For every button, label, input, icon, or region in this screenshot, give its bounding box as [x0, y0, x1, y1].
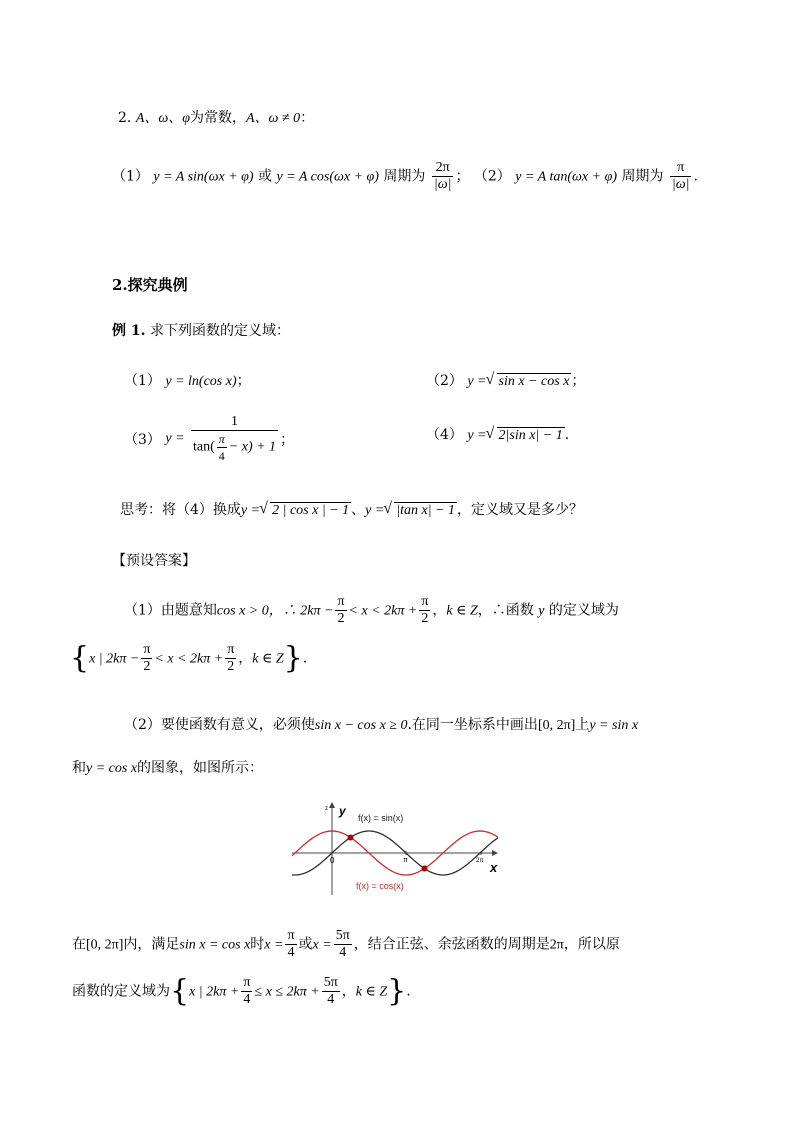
answer-2-line-2: [72, 757, 263, 777]
denominator: 2: [421, 611, 429, 626]
a3-x2: x =: [312, 937, 332, 953]
think-text-a: 思考：将（4）换成: [120, 502, 241, 518]
item-label: （1）: [124, 373, 161, 389]
a2-sin: y = sin x: [589, 718, 639, 733]
a2-text-b: .在同一坐标系中画出: [407, 717, 538, 733]
denominator: 4: [287, 945, 295, 960]
section-heading: 2.探究典例: [112, 276, 188, 294]
z-label: z: [325, 806, 328, 812]
pi-over-2-b: [419, 594, 430, 627]
part-1-label: （1）: [112, 168, 149, 185]
a1-text-b: ，∴ 2kπ −: [268, 603, 334, 619]
answer-2-line-1: [124, 714, 638, 734]
item-lhs: y =: [467, 428, 487, 443]
twopi-tick-label: 2π: [476, 858, 484, 864]
a1-text-a: （1）由题意知: [124, 602, 217, 619]
pi-over-2: [335, 594, 346, 627]
think-f2-radicand: √ |tan x| − 1: [394, 502, 457, 519]
right-brace: }: [387, 973, 407, 1009]
a1-y: y: [538, 603, 545, 619]
a1-text-d: ，: [432, 602, 447, 619]
item-4: [426, 424, 569, 444]
answer-title: 【预设答案】: [112, 553, 196, 569]
condition-text: 为常数，: [190, 110, 246, 126]
pi-over-4-b: [241, 975, 252, 1008]
item-label: （2）: [426, 373, 463, 389]
set-kz: k ∈ Z: [252, 651, 284, 667]
a3-set-b: ≤ x ≤ 2kπ +: [254, 984, 320, 1000]
a3-or: 或: [298, 936, 313, 953]
a3-end: .: [406, 983, 411, 1000]
example-line: [112, 320, 290, 340]
numerator: π: [421, 594, 429, 609]
denominator: 2: [337, 611, 345, 626]
left-brace: {: [70, 640, 90, 676]
set-sep: ，: [238, 650, 253, 667]
a2-interval: [0, 2π]: [537, 718, 576, 733]
period-text: 周期为: [383, 168, 426, 185]
a3-set-a: x | 2kπ +: [189, 984, 240, 1000]
denominator: 4: [327, 992, 335, 1007]
a2-condition: sin x − cos x ≥ 0: [314, 718, 408, 733]
a3-text-b: 内，满足: [123, 936, 180, 953]
a2-cos: y = cos x: [86, 761, 138, 776]
fraction-numerator: 1: [191, 414, 278, 431]
numerator: π: [143, 642, 151, 657]
separator: ；: [455, 168, 470, 185]
numerator: π: [287, 928, 295, 943]
tan-close: − x) + 1: [228, 439, 277, 455]
a1-text-c: < x < 2kπ +: [348, 603, 418, 619]
tan-formula: y = A tan(ωx + φ): [515, 169, 617, 185]
pi-tick-label: π: [403, 857, 408, 864]
think-text-b: ，定义域又是多少？: [457, 502, 584, 518]
y-axis-arrow: [329, 802, 335, 808]
x-axis-label: x: [490, 860, 498, 875]
example-text: 求下列函数的定义域：: [149, 323, 290, 339]
item-label: （4）: [426, 427, 463, 443]
think-f2-lhs: y =: [365, 503, 385, 518]
colon: ：: [300, 110, 315, 126]
think-line: [120, 499, 583, 519]
sin-cos-graph: [292, 800, 504, 900]
a3-twopi: 2π: [549, 937, 564, 953]
a2-text-c: 上: [575, 717, 590, 733]
think-f1-radicand: √ 2 | cos x | − 1: [270, 502, 351, 519]
a2-and: 和: [72, 760, 86, 776]
a1-text-e: ，∴函数: [477, 602, 534, 619]
a1-kz: k ∈ Z: [446, 603, 478, 619]
sin-formula: y = A sin(ωx + φ): [153, 169, 254, 185]
a3-text-d: ，结合正弦、余弦函数的周期是: [353, 936, 550, 953]
set-end: .: [302, 650, 308, 667]
denominator: 2: [227, 659, 235, 674]
item-end: .: [564, 427, 570, 443]
part-2-label: （2）: [473, 168, 511, 185]
period-fraction-2: [670, 160, 692, 193]
answer-3-line-2: [72, 975, 411, 1008]
a3-kz: k ∈ Z: [355, 984, 388, 1000]
item-1: [124, 370, 251, 390]
think-sep: 、: [351, 502, 366, 518]
a3-when: 时: [250, 936, 265, 953]
a3-equation: sin x = cos x: [179, 937, 251, 953]
cos-legend: f(x) = cos(x): [356, 881, 404, 891]
a1-condition: cos x > 0: [216, 603, 269, 619]
right-brace: }: [283, 640, 303, 676]
pi-over-4: [217, 431, 227, 464]
set-text-b: < x < 2kπ +: [154, 651, 224, 667]
condition-line: [118, 107, 314, 127]
a2-text-a: （2）要使函数有意义，必须使: [124, 717, 315, 733]
left-brace: {: [170, 973, 190, 1009]
five-pi-over-4-b: [322, 975, 340, 1008]
answer-1-line-2: [70, 642, 307, 675]
fraction-numerator: π: [670, 160, 692, 177]
answer-3-line-1: [72, 928, 620, 961]
a3-domain-text: 函数的定义域为: [72, 983, 170, 1000]
intersection-point-1: [348, 834, 354, 840]
origin-label: 0: [330, 856, 335, 865]
or-text: 或: [258, 168, 272, 185]
set-text-a: x | 2kπ −: [89, 651, 140, 667]
condition-formula: A、ω ≠ 0: [246, 111, 301, 126]
item-radicand: √ sin x − cos x: [497, 373, 572, 390]
period-text-2: 周期为: [621, 168, 664, 185]
numerator: 5π: [335, 928, 350, 943]
item-3-fraction: [191, 414, 278, 464]
intersection-point-2: [422, 866, 428, 872]
fraction-denominator: |ω|: [671, 177, 690, 192]
x-axis-arrow: [492, 850, 498, 856]
item-label: （3）: [124, 432, 161, 448]
denominator: 2: [143, 659, 151, 674]
pi-over-2-c: [141, 642, 152, 675]
period-end: .: [693, 168, 698, 185]
fraction-denominator: |ω|: [433, 177, 452, 192]
sub-denominator: 4: [218, 449, 225, 463]
sub-numerator: π: [218, 432, 225, 446]
item-number: 2.: [118, 110, 132, 126]
item-3: [124, 414, 294, 464]
a3-set-sep: ，: [341, 983, 356, 1000]
think-f1-lhs: y =: [240, 503, 261, 518]
item-radicand: √ 2|sin x| − 1: [497, 427, 565, 444]
pi-over-2-d: [225, 642, 236, 675]
period-line: [112, 160, 698, 193]
item-end: ；: [571, 373, 586, 389]
numerator: π: [337, 594, 345, 609]
symbols: A、ω、φ: [135, 111, 190, 126]
a3-x1: x =: [264, 937, 284, 953]
denominator: 4: [339, 945, 347, 960]
a3-text-e: ，所以原: [563, 936, 620, 953]
denominator: 4: [243, 992, 251, 1007]
example-label: 例 1.: [112, 323, 146, 339]
graph-svg: [292, 800, 504, 900]
sin-legend: f(x) = sin(x): [358, 813, 404, 823]
item-end: ；: [236, 373, 251, 389]
fraction-denominator: [191, 431, 278, 464]
answer-1-line-1: [124, 594, 619, 627]
cos-formula: y = A cos(ωx + φ): [276, 169, 379, 185]
period-fraction-1: [432, 160, 454, 193]
numerator: π: [227, 642, 235, 657]
item-lhs: y =: [165, 431, 185, 446]
a1-text-f: 的定义域为: [548, 602, 619, 619]
item-2: [426, 370, 585, 390]
tan-open: tan(: [193, 439, 215, 455]
a3-interval: [0, 2π]: [86, 937, 124, 953]
a2-text-d: 的图象，如图所示：: [137, 760, 264, 776]
a3-in: 在: [72, 936, 86, 953]
pi-over-4: [285, 928, 296, 961]
five-pi-over-4: [334, 928, 352, 961]
fraction-numerator: 2π: [432, 160, 454, 177]
item-formula: y = ln(cos x): [165, 374, 237, 389]
item-lhs: y =: [467, 374, 487, 389]
y-axis-label: y: [339, 804, 346, 818]
item-end: ；: [280, 432, 295, 448]
numerator: π: [243, 975, 251, 990]
numerator: 5π: [323, 975, 338, 990]
